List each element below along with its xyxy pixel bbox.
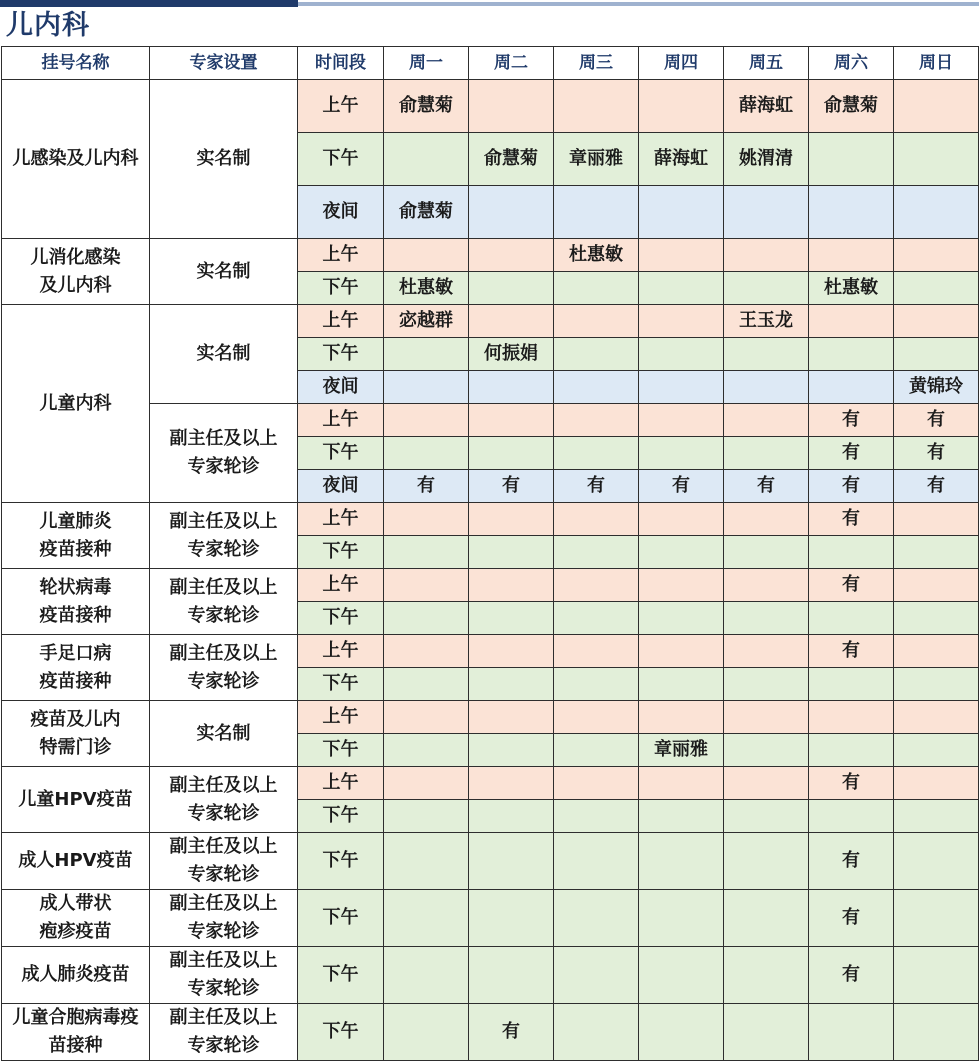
header-sun: 周日 xyxy=(894,47,979,80)
schedule-cell xyxy=(639,404,724,437)
schedule-cell xyxy=(554,701,639,734)
schedule-cell xyxy=(469,635,554,668)
schedule-cell xyxy=(894,890,979,947)
schedule-cell xyxy=(639,503,724,536)
schedule-cell xyxy=(554,1004,639,1061)
schedule-cell xyxy=(639,305,724,338)
schedule-cell xyxy=(724,437,809,470)
service-name: 儿童内科 xyxy=(2,305,150,503)
schedule-cell xyxy=(554,272,639,305)
schedule-cell: 有 xyxy=(809,404,894,437)
period-label: 下午 xyxy=(298,602,384,635)
service-name: 成人肺炎疫苗 xyxy=(2,947,150,1004)
schedule-cell xyxy=(639,239,724,272)
schedule-cell xyxy=(384,133,469,186)
schedule-cell xyxy=(384,404,469,437)
schedule-cell: 杜惠敏 xyxy=(809,272,894,305)
schedule-cell xyxy=(469,437,554,470)
schedule-cell xyxy=(554,305,639,338)
schedule-cell xyxy=(894,1004,979,1061)
schedule-cell xyxy=(894,833,979,890)
schedule-cell: 俞慧菊 xyxy=(469,133,554,186)
period-label: 上午 xyxy=(298,503,384,536)
period-label: 上午 xyxy=(298,635,384,668)
schedule-cell xyxy=(384,668,469,701)
schedule-cell xyxy=(724,272,809,305)
schedule-cell xyxy=(469,305,554,338)
schedule-cell xyxy=(384,800,469,833)
schedule-cell xyxy=(554,800,639,833)
schedule-cell: 有 xyxy=(894,437,979,470)
schedule-cell xyxy=(554,890,639,947)
period-label: 下午 xyxy=(298,800,384,833)
period-label: 上午 xyxy=(298,239,384,272)
schedule-cell xyxy=(639,371,724,404)
schedule-cell xyxy=(894,338,979,371)
schedule-cell xyxy=(639,569,724,602)
schedule-cell xyxy=(469,767,554,800)
schedule-cell xyxy=(809,371,894,404)
schedule-cell xyxy=(894,701,979,734)
schedule-cell xyxy=(639,800,724,833)
schedule-cell xyxy=(469,890,554,947)
schedule-cell xyxy=(384,734,469,767)
schedule-cell xyxy=(894,536,979,569)
schedule-cell xyxy=(724,668,809,701)
expert-setting: 实名制 xyxy=(150,305,298,404)
schedule-cell: 杜惠敏 xyxy=(384,272,469,305)
schedule-cell xyxy=(469,186,554,239)
schedule-cell xyxy=(809,1004,894,1061)
schedule-cell: 有 xyxy=(554,470,639,503)
schedule-cell xyxy=(894,239,979,272)
schedule-cell xyxy=(554,602,639,635)
schedule-cell: 有 xyxy=(894,404,979,437)
period-label: 下午 xyxy=(298,133,384,186)
schedule-cell: 有 xyxy=(809,503,894,536)
schedule-cell xyxy=(639,272,724,305)
period-label: 上午 xyxy=(298,767,384,800)
schedule-cell xyxy=(469,668,554,701)
schedule-cell xyxy=(894,569,979,602)
schedule-cell xyxy=(809,602,894,635)
schedule-cell xyxy=(894,800,979,833)
schedule-cell xyxy=(639,701,724,734)
schedule-cell xyxy=(724,503,809,536)
service-name: 成人带状 疱疹疫苗 xyxy=(2,890,150,947)
expert-setting: 副主任及以上 专家轮诊 xyxy=(150,1004,298,1061)
expert-setting: 副主任及以上 专家轮诊 xyxy=(150,569,298,635)
schedule-cell xyxy=(384,947,469,1004)
schedule-cell xyxy=(384,767,469,800)
schedule-cell: 薛海虹 xyxy=(639,133,724,186)
title-accent-light xyxy=(298,2,979,6)
schedule-cell: 宓越群 xyxy=(384,305,469,338)
schedule-cell xyxy=(894,133,979,186)
table-row xyxy=(2,833,979,890)
expert-setting: 副主任及以上 专家轮诊 xyxy=(150,635,298,701)
expert-setting: 副主任及以上 专家轮诊 xyxy=(150,890,298,947)
period-label: 下午 xyxy=(298,833,384,890)
schedule-cell xyxy=(724,404,809,437)
schedule-cell xyxy=(894,668,979,701)
schedule-cell xyxy=(809,338,894,371)
schedule-cell xyxy=(724,800,809,833)
schedule-cell xyxy=(639,635,724,668)
schedule-cell xyxy=(894,186,979,239)
schedule-cell: 有 xyxy=(809,635,894,668)
schedule-cell xyxy=(554,734,639,767)
schedule-cell: 俞慧菊 xyxy=(809,80,894,133)
table-row xyxy=(2,701,979,734)
schedule-cell: 有 xyxy=(469,1004,554,1061)
schedule-cell xyxy=(384,569,469,602)
schedule-cell xyxy=(469,503,554,536)
schedule-cell xyxy=(894,734,979,767)
header-mon: 周一 xyxy=(384,47,469,80)
table-row xyxy=(2,569,979,602)
service-name: 儿消化感染 及儿内科 xyxy=(2,239,150,305)
schedule-cell xyxy=(469,272,554,305)
schedule-cell xyxy=(639,767,724,800)
page-title: 儿内科 xyxy=(6,10,90,41)
header-period: 时间段 xyxy=(298,47,384,80)
service-name: 手足口病 疫苗接种 xyxy=(2,635,150,701)
schedule-cell xyxy=(894,305,979,338)
schedule-cell xyxy=(469,404,554,437)
schedule-cell xyxy=(554,668,639,701)
schedule-cell xyxy=(469,947,554,1004)
schedule-cell xyxy=(639,833,724,890)
schedule-cell xyxy=(809,701,894,734)
schedule-cell: 有 xyxy=(809,890,894,947)
schedule-cell xyxy=(554,338,639,371)
schedule-cell xyxy=(724,569,809,602)
schedule-cell xyxy=(639,1004,724,1061)
title-accent-dark xyxy=(0,0,298,7)
schedule-cell xyxy=(554,947,639,1004)
period-label: 上午 xyxy=(298,569,384,602)
schedule-cell: 有 xyxy=(469,470,554,503)
table-row xyxy=(2,635,979,668)
period-label: 下午 xyxy=(298,947,384,1004)
schedule-cell xyxy=(724,186,809,239)
schedule-cell xyxy=(554,404,639,437)
header-wed: 周三 xyxy=(554,47,639,80)
table-row xyxy=(2,947,979,1004)
period-label: 夜间 xyxy=(298,186,384,239)
service-name: 成人HPV疫苗 xyxy=(2,833,150,890)
schedule-cell xyxy=(809,668,894,701)
schedule-cell xyxy=(384,239,469,272)
schedule-cell xyxy=(639,890,724,947)
schedule-cell xyxy=(554,767,639,800)
table-row xyxy=(2,80,979,133)
schedule-cell xyxy=(554,186,639,239)
schedule-cell: 何振娟 xyxy=(469,338,554,371)
schedule-cell: 有 xyxy=(809,833,894,890)
period-label: 下午 xyxy=(298,668,384,701)
service-name: 儿童肺炎 疫苗接种 xyxy=(2,503,150,569)
header-service: 挂号名称 xyxy=(2,47,150,80)
schedule-cell xyxy=(724,602,809,635)
schedule-table xyxy=(1,46,979,1061)
schedule-cell: 俞慧菊 xyxy=(384,80,469,133)
schedule-cell xyxy=(809,800,894,833)
table-row xyxy=(2,767,979,800)
schedule-cell: 有 xyxy=(809,437,894,470)
schedule-cell xyxy=(469,80,554,133)
table-row xyxy=(2,1004,979,1061)
title-accent-bar xyxy=(0,0,979,7)
schedule-cell xyxy=(724,635,809,668)
schedule-cell: 有 xyxy=(809,470,894,503)
schedule-cell xyxy=(554,503,639,536)
table-row xyxy=(2,305,979,338)
expert-setting: 副主任及以上 专家轮诊 xyxy=(150,947,298,1004)
period-label: 下午 xyxy=(298,734,384,767)
schedule-cell xyxy=(384,890,469,947)
schedule-cell xyxy=(809,239,894,272)
schedule-cell: 有 xyxy=(809,569,894,602)
period-label: 下午 xyxy=(298,890,384,947)
header-row xyxy=(2,47,979,80)
schedule-cell xyxy=(554,437,639,470)
period-label: 夜间 xyxy=(298,371,384,404)
schedule-cell: 有 xyxy=(809,947,894,1004)
schedule-cell xyxy=(724,371,809,404)
schedule-cell xyxy=(894,635,979,668)
schedule-cell xyxy=(724,239,809,272)
schedule-cell: 有 xyxy=(724,470,809,503)
schedule-cell xyxy=(554,635,639,668)
schedule-cell xyxy=(469,371,554,404)
schedule-cell xyxy=(724,338,809,371)
period-label: 下午 xyxy=(298,536,384,569)
header-expert: 专家设置 xyxy=(150,47,298,80)
service-name: 儿童HPV疫苗 xyxy=(2,767,150,833)
schedule-cell: 章丽雅 xyxy=(554,133,639,186)
service-name: 儿童合胞病毒疫 苗接种 xyxy=(2,1004,150,1061)
schedule-cell: 王玉龙 xyxy=(724,305,809,338)
schedule-cell xyxy=(469,833,554,890)
schedule-cell: 黄锦玲 xyxy=(894,371,979,404)
schedule-cell xyxy=(639,80,724,133)
header-sat: 周六 xyxy=(809,47,894,80)
schedule-cell: 有 xyxy=(809,767,894,800)
schedule-cell xyxy=(724,1004,809,1061)
schedule-cell xyxy=(639,536,724,569)
period-label: 上午 xyxy=(298,404,384,437)
period-label: 下午 xyxy=(298,272,384,305)
schedule-cell xyxy=(384,701,469,734)
schedule-cell xyxy=(809,133,894,186)
schedule-cell xyxy=(809,186,894,239)
service-name: 疫苗及儿内 特需门诊 xyxy=(2,701,150,767)
schedule-cell xyxy=(894,602,979,635)
schedule-cell xyxy=(469,734,554,767)
schedule-cell xyxy=(724,767,809,800)
schedule-cell xyxy=(894,80,979,133)
header-thu: 周四 xyxy=(639,47,724,80)
schedule-cell xyxy=(384,338,469,371)
schedule-cell: 有 xyxy=(639,470,724,503)
schedule-cell xyxy=(809,536,894,569)
schedule-cell xyxy=(894,947,979,1004)
schedule-cell xyxy=(469,536,554,569)
schedule-cell: 俞慧菊 xyxy=(384,186,469,239)
schedule-cell xyxy=(384,371,469,404)
schedule-cell xyxy=(384,635,469,668)
expert-setting: 实名制 xyxy=(150,80,298,239)
expert-setting: 副主任及以上 专家轮诊 xyxy=(150,503,298,569)
schedule-cell xyxy=(724,833,809,890)
schedule-cell xyxy=(384,1004,469,1061)
schedule-cell xyxy=(724,536,809,569)
header-fri: 周五 xyxy=(724,47,809,80)
period-label: 下午 xyxy=(298,338,384,371)
schedule-cell xyxy=(554,371,639,404)
period-label: 夜间 xyxy=(298,470,384,503)
period-label: 上午 xyxy=(298,701,384,734)
table-row xyxy=(2,239,979,272)
schedule-cell xyxy=(554,833,639,890)
schedule-cell: 有 xyxy=(384,470,469,503)
schedule-cell xyxy=(809,734,894,767)
schedule-cell xyxy=(554,569,639,602)
schedule-cell xyxy=(639,338,724,371)
schedule-cell xyxy=(554,80,639,133)
expert-setting: 副主任及以上 专家轮诊 xyxy=(150,833,298,890)
schedule-cell xyxy=(809,305,894,338)
schedule-cell xyxy=(469,239,554,272)
schedule-cell xyxy=(384,602,469,635)
schedule-cell xyxy=(724,947,809,1004)
schedule-cell xyxy=(724,701,809,734)
schedule-cell xyxy=(894,767,979,800)
schedule-cell xyxy=(554,536,639,569)
schedule-cell xyxy=(469,701,554,734)
table-row xyxy=(2,890,979,947)
schedule-cell xyxy=(639,186,724,239)
header-tue: 周二 xyxy=(469,47,554,80)
expert-setting: 实名制 xyxy=(150,701,298,767)
expert-setting: 实名制 xyxy=(150,239,298,305)
schedule-cell xyxy=(469,800,554,833)
period-label: 上午 xyxy=(298,80,384,133)
schedule-cell xyxy=(724,890,809,947)
expert-setting: 副主任及以上 专家轮诊 xyxy=(150,767,298,833)
schedule-cell xyxy=(639,437,724,470)
schedule-cell xyxy=(469,602,554,635)
schedule-cell: 章丽雅 xyxy=(639,734,724,767)
schedule-cell: 薛海虹 xyxy=(724,80,809,133)
schedule-cell xyxy=(384,437,469,470)
schedule-cell xyxy=(724,734,809,767)
schedule-cell: 有 xyxy=(894,470,979,503)
schedule-cell xyxy=(639,602,724,635)
period-label: 下午 xyxy=(298,437,384,470)
schedule-cell xyxy=(384,833,469,890)
service-name: 儿感染及儿内科 xyxy=(2,80,150,239)
table-row xyxy=(2,503,979,536)
schedule-cell: 姚渭清 xyxy=(724,133,809,186)
period-label: 下午 xyxy=(298,1004,384,1061)
expert-setting: 副主任及以上 专家轮诊 xyxy=(150,404,298,503)
schedule-cell xyxy=(639,947,724,1004)
schedule-cell xyxy=(639,668,724,701)
schedule-cell: 杜惠敏 xyxy=(554,239,639,272)
schedule-cell xyxy=(894,503,979,536)
schedule-cell xyxy=(469,569,554,602)
service-name: 轮状病毒 疫苗接种 xyxy=(2,569,150,635)
schedule-cell xyxy=(894,272,979,305)
period-label: 上午 xyxy=(298,305,384,338)
schedule-cell xyxy=(384,503,469,536)
schedule-cell xyxy=(384,536,469,569)
